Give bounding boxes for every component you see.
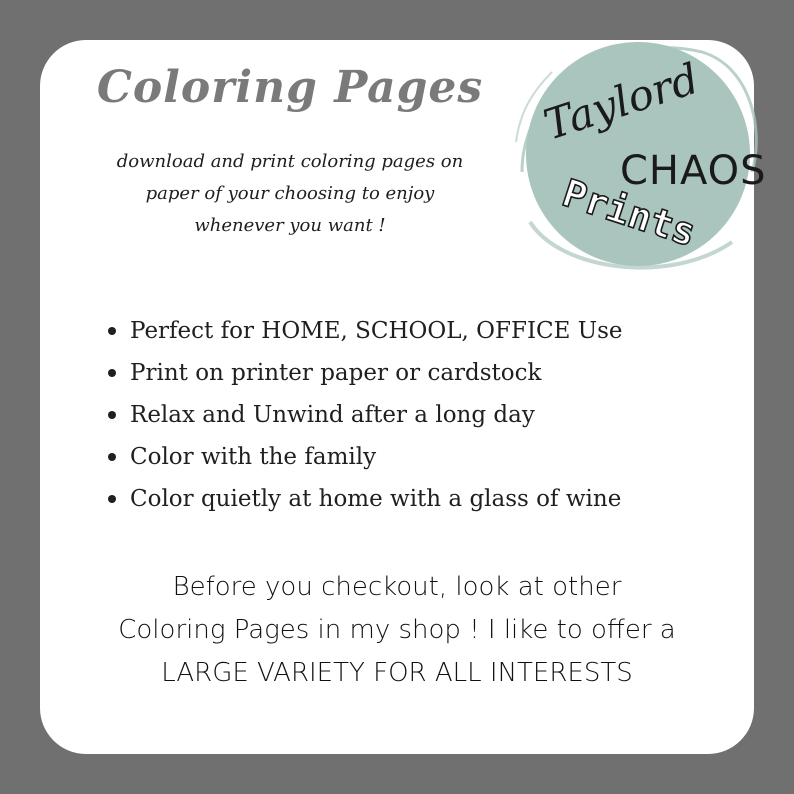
feature-text: Color quietly at home with a glass of wine bbox=[130, 486, 622, 512]
logo-text-taylord: Taylord bbox=[537, 53, 705, 150]
feature-text: Relax and Unwind after a long day bbox=[130, 402, 535, 428]
feature-text: Print on printer paper or cardstock bbox=[130, 360, 542, 386]
subtitle-line: download and print coloring pages on bbox=[116, 151, 464, 172]
bullet-icon bbox=[108, 453, 116, 461]
feature-text: Perfect for HOME, SCHOOL, OFFICE Use bbox=[130, 318, 623, 344]
feature-list bbox=[108, 310, 623, 520]
list-item bbox=[108, 352, 623, 394]
list-item bbox=[108, 478, 623, 520]
bullet-icon bbox=[108, 495, 116, 503]
closing-message bbox=[60, 566, 734, 695]
subtitle-line: paper of your choosing to enjoy bbox=[145, 183, 435, 204]
feature-text: Color with the family bbox=[130, 444, 377, 470]
bullet-icon bbox=[108, 411, 116, 419]
bullet-icon bbox=[108, 369, 116, 377]
closing-line: Coloring Pages in my shop ! I like to offer a bbox=[118, 615, 676, 645]
list-item bbox=[108, 394, 623, 436]
bullet-icon bbox=[108, 327, 116, 335]
brand-logo bbox=[502, 22, 768, 288]
logo-text-prints: Prints bbox=[557, 170, 702, 255]
page-title: Coloring Pages bbox=[96, 62, 484, 113]
closing-line: LARGE VARIETY FOR ALL INTERESTS bbox=[161, 658, 633, 688]
closing-line: Before you checkout, look at other bbox=[172, 572, 622, 602]
subtitle bbox=[100, 146, 480, 242]
subtitle-line: whenever you want ! bbox=[194, 215, 386, 236]
list-item bbox=[108, 310, 623, 352]
list-item bbox=[108, 436, 623, 478]
logo-text-chaos: CHAOS bbox=[620, 148, 767, 194]
